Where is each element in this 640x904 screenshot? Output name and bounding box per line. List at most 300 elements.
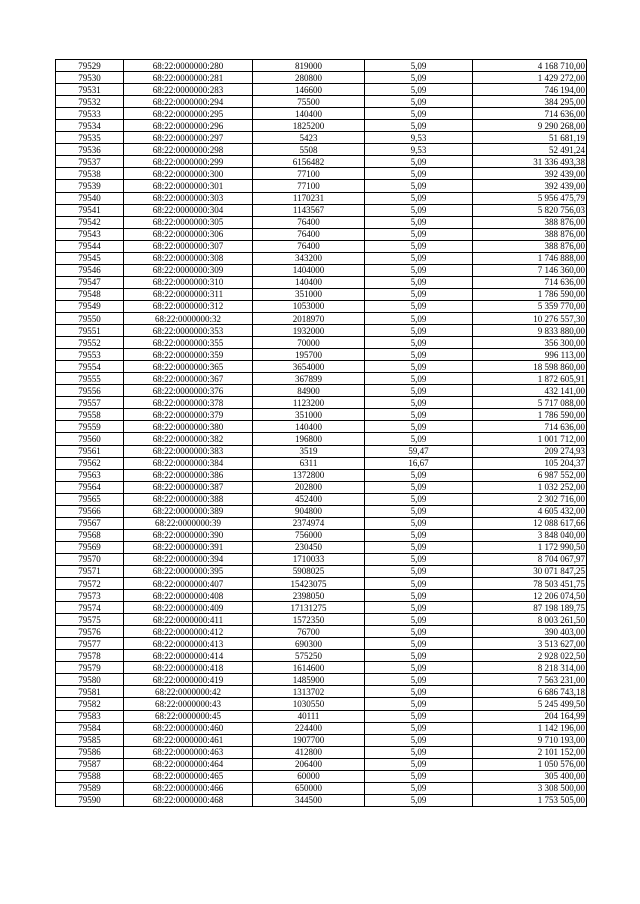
cadastral-value-cell: 10 276 557,30 bbox=[473, 312, 587, 324]
area-cell: 1404000 bbox=[253, 264, 365, 276]
row-number-cell: 79570 bbox=[56, 553, 124, 565]
area-cell: 367899 bbox=[253, 373, 365, 385]
cadastral-number-cell: 68:22:0000000:39 bbox=[124, 517, 253, 529]
specific-value-cell: 5,09 bbox=[365, 578, 473, 590]
row-number-cell: 79581 bbox=[56, 686, 124, 698]
row-number-cell: 79537 bbox=[56, 156, 124, 168]
row-number-cell: 79579 bbox=[56, 662, 124, 674]
specific-value-cell: 5,09 bbox=[365, 264, 473, 276]
specific-value-cell: 5,09 bbox=[365, 638, 473, 650]
row-number-cell: 79543 bbox=[56, 228, 124, 240]
cadastral-value-cell: 746 194,00 bbox=[473, 84, 587, 96]
cadastral-value-cell: 1 001 712,00 bbox=[473, 433, 587, 445]
area-cell: 17131275 bbox=[253, 602, 365, 614]
table-row bbox=[56, 132, 587, 144]
table-row bbox=[56, 312, 587, 324]
cadastral-value-cell: 87 198 189,75 bbox=[473, 602, 587, 614]
area-cell: 146600 bbox=[253, 84, 365, 96]
area-cell: 230450 bbox=[253, 541, 365, 553]
table-row bbox=[56, 770, 587, 782]
cadastral-number-cell: 68:22:0000000:379 bbox=[124, 409, 253, 421]
row-number-cell: 79545 bbox=[56, 252, 124, 264]
table-row bbox=[56, 529, 587, 541]
cadastral-number-cell: 68:22:0000000:395 bbox=[124, 565, 253, 577]
row-number-cell: 79580 bbox=[56, 674, 124, 686]
table-row bbox=[56, 288, 587, 300]
table-row bbox=[56, 397, 587, 409]
cadastral-number-cell: 68:22:0000000:367 bbox=[124, 373, 253, 385]
table-row bbox=[56, 72, 587, 84]
area-cell: 5908025 bbox=[253, 565, 365, 577]
row-number-cell: 79530 bbox=[56, 72, 124, 84]
specific-value-cell: 5,09 bbox=[365, 590, 473, 602]
row-number-cell: 79584 bbox=[56, 722, 124, 734]
cadastral-number-cell: 68:22:0000000:305 bbox=[124, 216, 253, 228]
cadastral-number-cell: 68:22:0000000:281 bbox=[124, 72, 253, 84]
area-cell: 70000 bbox=[253, 337, 365, 349]
cadastral-number-cell: 68:22:0000000:283 bbox=[124, 84, 253, 96]
specific-value-cell: 5,09 bbox=[365, 722, 473, 734]
table-row bbox=[56, 385, 587, 397]
row-number-cell: 79548 bbox=[56, 288, 124, 300]
table-row bbox=[56, 578, 587, 590]
row-number-cell: 79554 bbox=[56, 361, 124, 373]
row-number-cell: 79556 bbox=[56, 385, 124, 397]
specific-value-cell: 5,09 bbox=[365, 252, 473, 264]
specific-value-cell: 5,09 bbox=[365, 349, 473, 361]
table-row bbox=[56, 349, 587, 361]
specific-value-cell: 5,09 bbox=[365, 156, 473, 168]
row-number-cell: 79574 bbox=[56, 602, 124, 614]
cadastral-value-cell: 4 605 432,00 bbox=[473, 505, 587, 517]
table-row bbox=[56, 541, 587, 553]
area-cell: 3519 bbox=[253, 445, 365, 457]
cadastral-value-cell: 7 146 360,00 bbox=[473, 264, 587, 276]
cadastral-number-cell: 68:22:0000000:466 bbox=[124, 782, 253, 794]
specific-value-cell: 5,09 bbox=[365, 433, 473, 445]
cadastral-number-cell: 68:22:0000000:391 bbox=[124, 541, 253, 553]
cadastral-number-cell: 68:22:0000000:353 bbox=[124, 325, 253, 337]
cadastral-number-cell: 68:22:0000000:296 bbox=[124, 120, 253, 132]
cadastral-number-cell: 68:22:0000000:359 bbox=[124, 349, 253, 361]
row-number-cell: 79557 bbox=[56, 397, 124, 409]
area-cell: 1932000 bbox=[253, 325, 365, 337]
cadastral-number-cell: 68:22:0000000:413 bbox=[124, 638, 253, 650]
cadastral-value-cell: 1 172 990,50 bbox=[473, 541, 587, 553]
cadastral-value-cell: 6 987 552,00 bbox=[473, 469, 587, 481]
specific-value-cell: 5,09 bbox=[365, 493, 473, 505]
area-cell: 344500 bbox=[253, 794, 365, 806]
table-row bbox=[56, 505, 587, 517]
cadastral-number-cell: 68:22:0000000:355 bbox=[124, 337, 253, 349]
table-row bbox=[56, 300, 587, 312]
cadastral-number-cell: 68:22:0000000:414 bbox=[124, 650, 253, 662]
specific-value-cell: 5,09 bbox=[365, 770, 473, 782]
specific-value-cell: 5,09 bbox=[365, 469, 473, 481]
cadastral-number-cell: 68:22:0000000:461 bbox=[124, 734, 253, 746]
cadastral-number-cell: 68:22:0000000:308 bbox=[124, 252, 253, 264]
area-cell: 351000 bbox=[253, 409, 365, 421]
cadastral-value-cell: 31 336 493,38 bbox=[473, 156, 587, 168]
cadastral-number-cell: 68:22:0000000:409 bbox=[124, 602, 253, 614]
cadastral-value-cell: 996 113,00 bbox=[473, 349, 587, 361]
cadastral-value-cell: 1 746 888,00 bbox=[473, 252, 587, 264]
cadastral-number-cell: 68:22:0000000:294 bbox=[124, 96, 253, 108]
specific-value-cell: 5,09 bbox=[365, 782, 473, 794]
cadastral-value-cell: 714 636,00 bbox=[473, 108, 587, 120]
cadastral-value-cell: 51 681,19 bbox=[473, 132, 587, 144]
cadastral-number-cell: 68:22:0000000:300 bbox=[124, 168, 253, 180]
cadastral-value-cell: 18 598 860,00 bbox=[473, 361, 587, 373]
cadastral-value-cell: 78 503 451,75 bbox=[473, 578, 587, 590]
row-number-cell: 79587 bbox=[56, 758, 124, 770]
cadastral-value-cell: 2 928 022,50 bbox=[473, 650, 587, 662]
specific-value-cell: 5,09 bbox=[365, 216, 473, 228]
table-row bbox=[56, 108, 587, 120]
row-number-cell: 79576 bbox=[56, 626, 124, 638]
specific-value-cell: 5,09 bbox=[365, 602, 473, 614]
cadastral-value-cell: 204 164,99 bbox=[473, 710, 587, 722]
specific-value-cell: 5,09 bbox=[365, 758, 473, 770]
area-cell: 77100 bbox=[253, 168, 365, 180]
row-number-cell: 79533 bbox=[56, 108, 124, 120]
row-number-cell: 79573 bbox=[56, 590, 124, 602]
specific-value-cell: 5,09 bbox=[365, 180, 473, 192]
area-cell: 412800 bbox=[253, 746, 365, 758]
area-cell: 1053000 bbox=[253, 300, 365, 312]
area-cell: 343200 bbox=[253, 252, 365, 264]
cadastral-value-cell: 9 290 268,00 bbox=[473, 120, 587, 132]
area-cell: 140400 bbox=[253, 276, 365, 288]
cadastral-value-cell: 714 636,00 bbox=[473, 421, 587, 433]
specific-value-cell: 5,09 bbox=[365, 686, 473, 698]
area-cell: 84900 bbox=[253, 385, 365, 397]
specific-value-cell: 5,09 bbox=[365, 481, 473, 493]
area-cell: 15423075 bbox=[253, 578, 365, 590]
table-row bbox=[56, 590, 587, 602]
area-cell: 1825200 bbox=[253, 120, 365, 132]
row-number-cell: 79552 bbox=[56, 337, 124, 349]
area-cell: 6156482 bbox=[253, 156, 365, 168]
cadastral-number-cell: 68:22:0000000:388 bbox=[124, 493, 253, 505]
cadastral-value-cell: 3 513 627,00 bbox=[473, 638, 587, 650]
specific-value-cell: 5,09 bbox=[365, 746, 473, 758]
table-row bbox=[56, 553, 587, 565]
cadastral-number-cell: 68:22:0000000:365 bbox=[124, 361, 253, 373]
cadastral-number-cell: 68:22:0000000:378 bbox=[124, 397, 253, 409]
cadastral-number-cell: 68:22:0000000:309 bbox=[124, 264, 253, 276]
area-cell: 202800 bbox=[253, 481, 365, 493]
row-number-cell: 79553 bbox=[56, 349, 124, 361]
specific-value-cell: 5,09 bbox=[365, 698, 473, 710]
specific-value-cell: 9,53 bbox=[365, 132, 473, 144]
cadastral-number-cell: 68:22:0000000:380 bbox=[124, 421, 253, 433]
area-cell: 195700 bbox=[253, 349, 365, 361]
cadastral-number-cell: 68:22:0000000:412 bbox=[124, 626, 253, 638]
row-number-cell: 79529 bbox=[56, 60, 124, 72]
cadastral-number-cell: 68:22:0000000:303 bbox=[124, 192, 253, 204]
area-cell: 1907700 bbox=[253, 734, 365, 746]
row-number-cell: 79563 bbox=[56, 469, 124, 481]
area-cell: 196800 bbox=[253, 433, 365, 445]
table-row bbox=[56, 698, 587, 710]
specific-value-cell: 5,09 bbox=[365, 361, 473, 373]
specific-value-cell: 5,09 bbox=[365, 72, 473, 84]
row-number-cell: 79569 bbox=[56, 541, 124, 553]
area-cell: 40111 bbox=[253, 710, 365, 722]
specific-value-cell: 5,09 bbox=[365, 108, 473, 120]
cadastral-value-cell: 1 429 272,00 bbox=[473, 72, 587, 84]
specific-value-cell: 5,09 bbox=[365, 60, 473, 72]
cadastral-value-cell: 392 439,00 bbox=[473, 168, 587, 180]
specific-value-cell: 5,09 bbox=[365, 397, 473, 409]
table-row bbox=[56, 252, 587, 264]
row-number-cell: 79566 bbox=[56, 505, 124, 517]
table-row bbox=[56, 782, 587, 794]
table-row bbox=[56, 361, 587, 373]
table-row bbox=[56, 60, 587, 72]
row-number-cell: 79549 bbox=[56, 300, 124, 312]
cadastral-value-cell: 8 003 261,50 bbox=[473, 614, 587, 626]
area-cell: 76700 bbox=[253, 626, 365, 638]
cadastral-number-cell: 68:22:0000000:376 bbox=[124, 385, 253, 397]
cadastral-number-cell: 68:22:0000000:386 bbox=[124, 469, 253, 481]
cadastral-value-cell: 2 302 716,00 bbox=[473, 493, 587, 505]
cadastral-number-cell: 68:22:0000000:389 bbox=[124, 505, 253, 517]
area-cell: 76400 bbox=[253, 228, 365, 240]
table-row bbox=[56, 758, 587, 770]
row-number-cell: 79577 bbox=[56, 638, 124, 650]
row-number-cell: 79547 bbox=[56, 276, 124, 288]
table-row bbox=[56, 734, 587, 746]
cadastral-number-cell: 68:22:0000000:42 bbox=[124, 686, 253, 698]
specific-value-cell: 5,09 bbox=[365, 553, 473, 565]
table-row bbox=[56, 674, 587, 686]
specific-value-cell: 5,09 bbox=[365, 373, 473, 385]
row-number-cell: 79575 bbox=[56, 614, 124, 626]
specific-value-cell: 5,09 bbox=[365, 662, 473, 674]
area-cell: 76400 bbox=[253, 240, 365, 252]
row-number-cell: 79536 bbox=[56, 144, 124, 156]
row-number-cell: 79544 bbox=[56, 240, 124, 252]
table-row bbox=[56, 565, 587, 577]
cadastral-value-cell: 1 786 590,00 bbox=[473, 409, 587, 421]
cadastral-number-cell: 68:22:0000000:298 bbox=[124, 144, 253, 156]
table-row bbox=[56, 240, 587, 252]
row-number-cell: 79571 bbox=[56, 565, 124, 577]
area-cell: 690300 bbox=[253, 638, 365, 650]
cadastral-value-cell: 7 563 231,00 bbox=[473, 674, 587, 686]
area-cell: 1485900 bbox=[253, 674, 365, 686]
specific-value-cell: 5,09 bbox=[365, 614, 473, 626]
row-number-cell: 79542 bbox=[56, 216, 124, 228]
specific-value-cell: 5,09 bbox=[365, 626, 473, 638]
area-cell: 650000 bbox=[253, 782, 365, 794]
cadastral-number-cell: 68:22:0000000:306 bbox=[124, 228, 253, 240]
area-cell: 6311 bbox=[253, 457, 365, 469]
specific-value-cell: 5,09 bbox=[365, 674, 473, 686]
table-row bbox=[56, 180, 587, 192]
row-number-cell: 79539 bbox=[56, 180, 124, 192]
cadastral-number-cell: 68:22:0000000:280 bbox=[124, 60, 253, 72]
table-row bbox=[56, 445, 587, 457]
cadastral-number-cell: 68:22:0000000:297 bbox=[124, 132, 253, 144]
cadastral-value-cell: 9 833 880,00 bbox=[473, 325, 587, 337]
table-body bbox=[56, 60, 587, 807]
specific-value-cell: 5,09 bbox=[365, 421, 473, 433]
cadastral-number-cell: 68:22:0000000:408 bbox=[124, 590, 253, 602]
cadastral-number-cell: 68:22:0000000:465 bbox=[124, 770, 253, 782]
table-row bbox=[56, 433, 587, 445]
area-cell: 1614600 bbox=[253, 662, 365, 674]
row-number-cell: 79531 bbox=[56, 84, 124, 96]
row-number-cell: 79562 bbox=[56, 457, 124, 469]
table-row bbox=[56, 602, 587, 614]
cadastral-value-cell: 388 876,00 bbox=[473, 216, 587, 228]
cadastral-number-cell: 68:22:0000000:43 bbox=[124, 698, 253, 710]
table-row bbox=[56, 493, 587, 505]
cadastral-value-cell: 5 245 499,50 bbox=[473, 698, 587, 710]
cadastral-number-cell: 68:22:0000000:301 bbox=[124, 180, 253, 192]
row-number-cell: 79564 bbox=[56, 481, 124, 493]
cadastral-number-cell: 68:22:0000000:419 bbox=[124, 674, 253, 686]
specific-value-cell: 5,09 bbox=[365, 541, 473, 553]
area-cell: 3654000 bbox=[253, 361, 365, 373]
row-number-cell: 79559 bbox=[56, 421, 124, 433]
specific-value-cell: 5,09 bbox=[365, 120, 473, 132]
row-number-cell: 79567 bbox=[56, 517, 124, 529]
cadastral-number-cell: 68:22:0000000:299 bbox=[124, 156, 253, 168]
specific-value-cell: 5,09 bbox=[365, 409, 473, 421]
row-number-cell: 79588 bbox=[56, 770, 124, 782]
cadastral-value-cell: 3 848 040,00 bbox=[473, 529, 587, 541]
table-row bbox=[56, 614, 587, 626]
row-number-cell: 79561 bbox=[56, 445, 124, 457]
cadastral-value-cell: 356 300,00 bbox=[473, 337, 587, 349]
area-cell: 756000 bbox=[253, 529, 365, 541]
row-number-cell: 79565 bbox=[56, 493, 124, 505]
cadastral-value-cell: 6 686 743,18 bbox=[473, 686, 587, 698]
cadastral-value-cell: 5 956 475,79 bbox=[473, 192, 587, 204]
table-row bbox=[56, 638, 587, 650]
table-row bbox=[56, 156, 587, 168]
table-row bbox=[56, 626, 587, 638]
area-cell: 1572350 bbox=[253, 614, 365, 626]
area-cell: 2398050 bbox=[253, 590, 365, 602]
cadastral-value-cell: 1 786 590,00 bbox=[473, 288, 587, 300]
cadastral-value-cell: 1 872 605,91 bbox=[473, 373, 587, 385]
row-number-cell: 79568 bbox=[56, 529, 124, 541]
row-number-cell: 79555 bbox=[56, 373, 124, 385]
area-cell: 280800 bbox=[253, 72, 365, 84]
specific-value-cell: 5,09 bbox=[365, 517, 473, 529]
cadastral-number-cell: 68:22:0000000:460 bbox=[124, 722, 253, 734]
area-cell: 1372800 bbox=[253, 469, 365, 481]
cadastral-value-cell: 8 218 314,00 bbox=[473, 662, 587, 674]
table-row bbox=[56, 120, 587, 132]
area-cell: 206400 bbox=[253, 758, 365, 770]
cadastral-number-cell: 68:22:0000000:390 bbox=[124, 529, 253, 541]
specific-value-cell: 5,09 bbox=[365, 204, 473, 216]
cadastral-number-cell: 68:22:0000000:45 bbox=[124, 710, 253, 722]
row-number-cell: 79541 bbox=[56, 204, 124, 216]
row-number-cell: 79538 bbox=[56, 168, 124, 180]
cadastral-number-cell: 68:22:0000000:411 bbox=[124, 614, 253, 626]
table-row bbox=[56, 276, 587, 288]
row-number-cell: 79578 bbox=[56, 650, 124, 662]
specific-value-cell: 5,09 bbox=[365, 168, 473, 180]
table-row bbox=[56, 264, 587, 276]
area-cell: 1123200 bbox=[253, 397, 365, 409]
area-cell: 5423 bbox=[253, 132, 365, 144]
cadastral-value-cell: 432 141,00 bbox=[473, 385, 587, 397]
table-row bbox=[56, 96, 587, 108]
specific-value-cell: 5,09 bbox=[365, 312, 473, 324]
area-cell: 224400 bbox=[253, 722, 365, 734]
cadastral-value-cell: 1 050 576,00 bbox=[473, 758, 587, 770]
area-cell: 75500 bbox=[253, 96, 365, 108]
row-number-cell: 79560 bbox=[56, 433, 124, 445]
specific-value-cell: 5,09 bbox=[365, 385, 473, 397]
specific-value-cell: 5,09 bbox=[365, 276, 473, 288]
cadastral-value-cell: 5 820 756,03 bbox=[473, 204, 587, 216]
row-number-cell: 79535 bbox=[56, 132, 124, 144]
area-cell: 1143567 bbox=[253, 204, 365, 216]
specific-value-cell: 59,47 bbox=[365, 445, 473, 457]
specific-value-cell: 5,09 bbox=[365, 650, 473, 662]
table-row bbox=[56, 168, 587, 180]
table-row bbox=[56, 409, 587, 421]
cadastral-value-cell: 390 403,00 bbox=[473, 626, 587, 638]
area-cell: 60000 bbox=[253, 770, 365, 782]
specific-value-cell: 5,09 bbox=[365, 300, 473, 312]
cadastral-value-cell: 384 295,00 bbox=[473, 96, 587, 108]
cadastral-value-cell: 1 032 252,00 bbox=[473, 481, 587, 493]
cadastral-value-cell: 1 142 196,00 bbox=[473, 722, 587, 734]
area-cell: 819000 bbox=[253, 60, 365, 72]
row-number-cell: 79532 bbox=[56, 96, 124, 108]
specific-value-cell: 5,09 bbox=[365, 505, 473, 517]
specific-value-cell: 5,09 bbox=[365, 734, 473, 746]
table-row bbox=[56, 228, 587, 240]
row-number-cell: 79583 bbox=[56, 710, 124, 722]
specific-value-cell: 5,09 bbox=[365, 325, 473, 337]
table-row bbox=[56, 662, 587, 674]
cadastral-number-cell: 68:22:0000000:387 bbox=[124, 481, 253, 493]
cadastral-value-cell: 12 088 617,66 bbox=[473, 517, 587, 529]
specific-value-cell: 5,09 bbox=[365, 288, 473, 300]
area-cell: 351000 bbox=[253, 288, 365, 300]
row-number-cell: 79550 bbox=[56, 312, 124, 324]
cadastral-number-cell: 68:22:0000000:311 bbox=[124, 288, 253, 300]
specific-value-cell: 5,09 bbox=[365, 228, 473, 240]
cadastral-number-cell: 68:22:0000000:307 bbox=[124, 240, 253, 252]
table-row bbox=[56, 650, 587, 662]
specific-value-cell: 5,09 bbox=[365, 84, 473, 96]
row-number-cell: 79582 bbox=[56, 698, 124, 710]
cadastral-value-cell: 4 168 710,00 bbox=[473, 60, 587, 72]
area-cell: 77100 bbox=[253, 180, 365, 192]
table-row bbox=[56, 216, 587, 228]
cadastral-number-cell: 68:22:0000000:384 bbox=[124, 457, 253, 469]
area-cell: 575250 bbox=[253, 650, 365, 662]
area-cell: 76400 bbox=[253, 216, 365, 228]
cadastral-number-cell: 68:22:0000000:463 bbox=[124, 746, 253, 758]
table-row bbox=[56, 469, 587, 481]
cadastral-number-cell: 68:22:0000000:382 bbox=[124, 433, 253, 445]
cadastral-value-cell: 9 710 193,00 bbox=[473, 734, 587, 746]
cadastral-number-cell: 68:22:0000000:310 bbox=[124, 276, 253, 288]
